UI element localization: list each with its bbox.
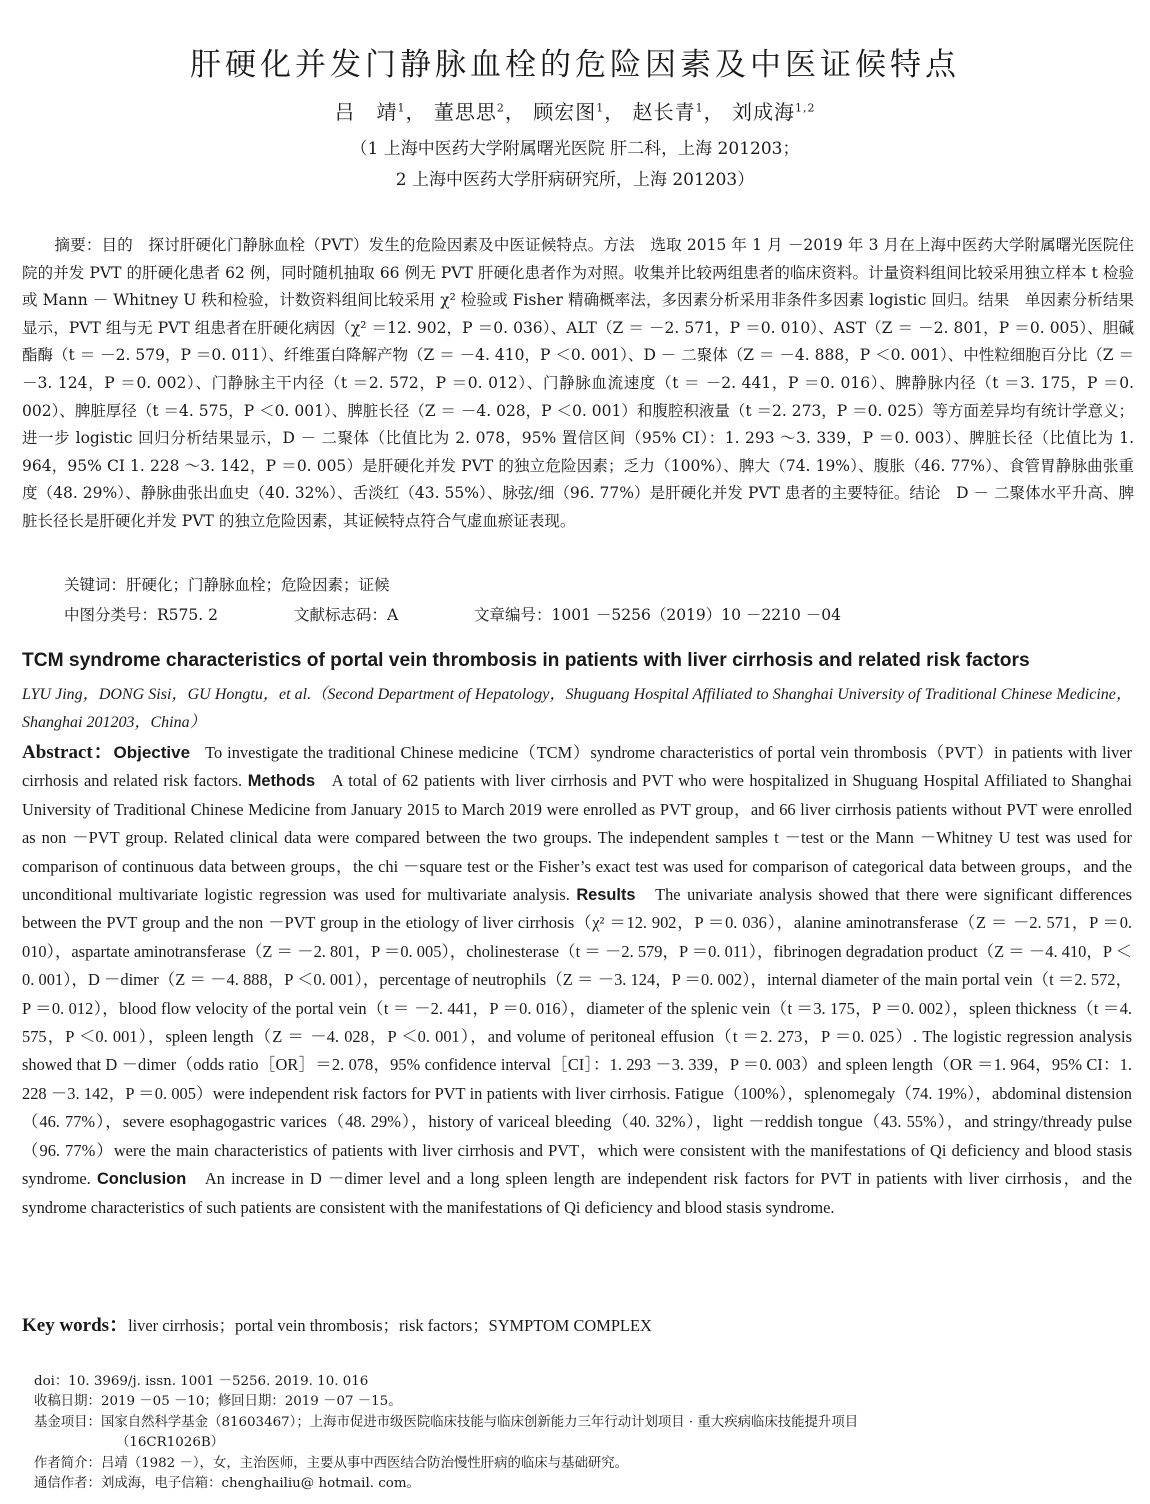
chinese-keywords [64,573,390,595]
results-text: The univariate analysis showed that there were significant differences between the PVT group and the non －PVT group in the etiology of liver cirrhosis（χ² ＝12. 902，P ＝0. 036），alanine aminotransferase（Z ＝ －2. 571，P ＝0. 010），aspartate aminotransferase（Z ＝ －2. 801，P ＝0. 005），cholinesterase（t ＝ －2. 579，P ＝0. 011），fibrinogen degradation product（Z ＝ －4. 410，P ＜0. 001），D －dimer（Z ＝ －4. 888，P ＜0. 001），percentage of neutrophils（Z ＝ －3. 124，P ＝0. 002），internal diameter of the main portal vein（t ＝2. 572，P ＝0. 012），blood flow velocity of the portal vein（t ＝ －2. 441，P ＝0. 016），diameter of the splenic vein（t ＝3. 175，P ＝0. 002），spleen thickness（t ＝4. 575，P ＜0. 001），spleen length（Z ＝ －4. 028，P ＜0. 001），and volume of peritoneal effusion（t ＝2. 273，P ＝0. 025）. The logistic regression analysis showed that D －dimer（odds ratio［OR］＝2. 078，95% confidence interval［CI］：1. 293 －3. 339，P ＝0. 003）and spleen length（OR ＝1. 964，95% CI：1. 228 －3. 142，P ＝0. 005）were independent risk factors for PVT in patients with liver cirrhosis. Fatigue（100%），splenomegaly（74. 19%），abdominal distension（46. 77%），severe esophagogastric varices（48. 29%），history of variceal bleeding（40. 32%），light －reddish tongue（43. 55%），and stringy/thready pulse（96. 77%）were the main characteristics of patients with liver cirrhosis and PVT，which were consistent with the manifestations of Qi deficiency and blood stasis syndrome. [22,885,1132,1189]
author-list [0,96,1150,125]
author-name: 刘成海 [731,100,795,124]
doc-value: A [387,606,399,624]
author-name: 顾宏图 [533,100,597,124]
results-text: 单因素分析结果显示，PVT 组与无 PVT 组患者在肝硬化病因（χ² ＝12. 902，P ＝0. 036）、ALT（Z ＝ －2. 571，P ＝0. 010）、AST（Z ＝ －2. 801，P ＝0. 005）、胆碱酯酶（t ＝ －2. 579，P ＝0. 011）、纤维蛋白降解产物（Z ＝ －4. 410，P ＜0. 001）、D － 二聚体（Z ＝ －4. 888，P ＜0. 001）、中性粒细胞百分比（Z ＝ －3. 124，P ＝0. 002）、门静脉主干内径（t ＝2. 572，P ＝0. 012）、门静脉血流速度（t ＝ －2. 441，P ＝0. 016）、脾静脉内径（t ＝3. 175，P ＝0. 002）、脾脏厚径（t ＝4. 575，P ＜0. 001）、脾脏长径（Z ＝ －4. 028，P ＜0. 001）和腹腔积液量（t ＝2. 273，P ＝0. 025）等方面差异均有统计学意义；进一步 logistic 回归分析结果显示，D － 二聚体（比值比为 2. 078，95% 置信区间（95% CI）：1. 293 ～3. 339，P ＝0. 003）、脾脏长径（比值比为 1. 964，95% CI 1. 228 ～3. 142，P ＝0. 005）是肝硬化并发 PVT 的独立危险因素；乏力（100%）、脾大（74. 19%）、腹胀（46. 77%）、食管胃静脉曲张重度（48. 29%）、静脉曲张出血史（40. 32%）、舌淡红（43. 55%）、脉弦/细（96. 77%）是肝硬化并发 PVT 患者的主要特征。 [22,291,1134,503]
objective-text: To investigate the traditional Chinese medicine（TCM）syndrome characteristics of portal vein thrombosis（PVT）in patients with liver cirrhosis and related risk factors. [22,743,1132,791]
chinese-abstract [22,232,1134,536]
keywords-text: liver cirrhosis；portal vein thrombosis；risk factors；SYMPTOM COMPLEX [128,1316,652,1335]
article-number [474,603,841,625]
fund-text-cont: （16CR1026B） [116,1435,225,1451]
objective-label: 目的 [101,236,133,254]
author-name: 吕 靖 [334,100,398,124]
author-affiliation-sup: 1 [695,101,704,115]
corresponding-label: 通信作者： [34,1476,101,1492]
english-abstract [22,739,1132,1222]
author-affiliation-sup: 1 [397,101,406,115]
keywords-text: 肝硬化；门静脉血栓；危险因素；证候 [126,576,390,594]
methods-label: Methods [247,772,316,791]
keywords-label: 关键词： [64,576,127,594]
doi-line [34,1372,1124,1392]
bio-label: 作者简介： [34,1455,101,1471]
methods-text: 选取 2015 年 1 月 －2019 年 3 月在上海中医药大学附属曙光医院住院的并发 PVT 的肝硬化患者 62 例，同时随机抽取 66 例无 PVT 肝硬化患者作为对照。收集并比较两组患者的临床资料。计量资料组间比较采用独立样本 t 检验或 Mann － Whitney U 秩和检验，计数资料组间比较采用 χ² 检验或 Fisher 精确概率法，多因素分析采用非条件多因素 logistic 回归。 [22,236,1134,310]
author-separator: ， [703,100,725,124]
fund-line-cont [34,1433,1124,1453]
author-affiliation-sup: 1 [596,101,605,115]
fund-line [34,1413,1124,1433]
corresponding-line [34,1474,1124,1494]
author-affiliation-sup: 1,2 [794,101,816,115]
affiliation-line-2: 2 上海中医药大学肝病研究所，上海 201203） [395,170,755,190]
dates-line [34,1392,1124,1412]
author-affiliation-sup: 2 [496,101,505,115]
doi-text[interactable]: doi：10. 3969/j. issn. 1001 －5256. 2019. 10. 016 [34,1374,369,1389]
conclusion-text: An increase in D －dimer level and a long spleen length are independent risk factors for PVT in patients with liver cirrhosis，and the syndrome characteristics of such patients are consistent with the manifestations of Qi deficiency and blood stasis syndrome. [22,1169,1132,1217]
bio-line [34,1454,1124,1474]
english-title: TCM syndrome characteristics of portal vein thrombosis in patients with liver cirrhosis and related risk factors [22,650,1030,671]
article-value: 1001 －5256（2019）10 －2210 －04 [551,606,842,624]
objective-label: Objective [113,743,191,762]
conclusion-label: 结论 [909,484,941,503]
doc-label: 文献标志码： [294,606,388,624]
fund-text: 国家自然科学基金（81603467）；上海市促进市级医院临床技能与临床创新能力三年行动计划项目 · 重大疾病临床技能提升项目 [100,1414,859,1430]
author-separator: ， [604,100,626,124]
methods-label: 方法 [603,236,635,254]
clc-value: R575. 2 [157,606,218,624]
author-name: 赵长青 [632,100,696,124]
results-label: 结果 [978,291,1010,310]
results-label: Results [576,886,636,905]
objective-text: 探讨肝硬化门静脉血栓（PVT）发生的危险因素及中医证候特点。 [148,236,604,254]
clc-label: 中图分类号： [64,606,158,624]
fund-label: 基金项目： [34,1414,101,1430]
abstract-label: 摘要： [54,236,102,254]
author-name: 董思思 [433,100,497,124]
corresponding-text[interactable]: 刘成海，电子信箱：chenghailiu@ hotmail. com。 [100,1476,420,1492]
footnotes [34,1372,1124,1494]
bio-text: 吕靖（1982 －），女，主治医师，主要从事中西医结合防治慢性肝病的临床与基础研究。 [100,1455,629,1471]
keywords-label: Key words： [22,1315,129,1336]
author-separator: ， [504,100,526,124]
clc-number [64,603,294,625]
affiliation-line-1: （1 上海中医药大学附属曙光医院 肝二科，上海 201203； [350,139,800,159]
english-keywords [22,1310,1132,1337]
conclusion-text: D － 二聚体水平升高、脾脏长径长是肝硬化并发 PVT 的独立危险因素，其证候特点符合气虚血瘀证表现。 [22,484,1134,530]
methods-text: A total of 62 patients with liver cirrhosis and PVT who were hospitalized in Shuguang Hospital Affiliated to Shanghai University of Traditional Chinese Medicine from January 2015 to March 2019 were enrolled as PVT group，and 66 liver cirrhosis patients without PVT were enrolled as non －PVT group. Related clinical data were compared between the two groups. The independent samples t －test or the Mann －Whitney U test was used for comparison of continuous data between groups，the chi －square test or the Fisher’s exact test was used for comparison of categorical data between groups，and the unconditional multivariate logistic regression was used for multivariate analysis. [22,771,1132,905]
english-authors: LYU Jing，DONG Sisi，GU Hongtu，et al.（Second Department of Hepatology，Shuguang Hospital Affiliated to Shanghai University of Traditional Chinese Medicine，Shanghai 201203，China） [22,686,1132,731]
abstract-label: Abstract： [22,742,114,763]
classification-line [64,603,844,625]
author-separator: ， [405,100,427,124]
article-label: 文章编号： [474,606,552,624]
document-code [294,603,474,625]
dates-text: 收稿日期：2019 －05 －10；修回日期：2019 －07 －15。 [34,1394,402,1410]
article-title: 肝硬化并发门静脉血栓的危险因素及中医证候特点 [190,46,960,83]
conclusion-label: Conclusion [96,1170,187,1189]
